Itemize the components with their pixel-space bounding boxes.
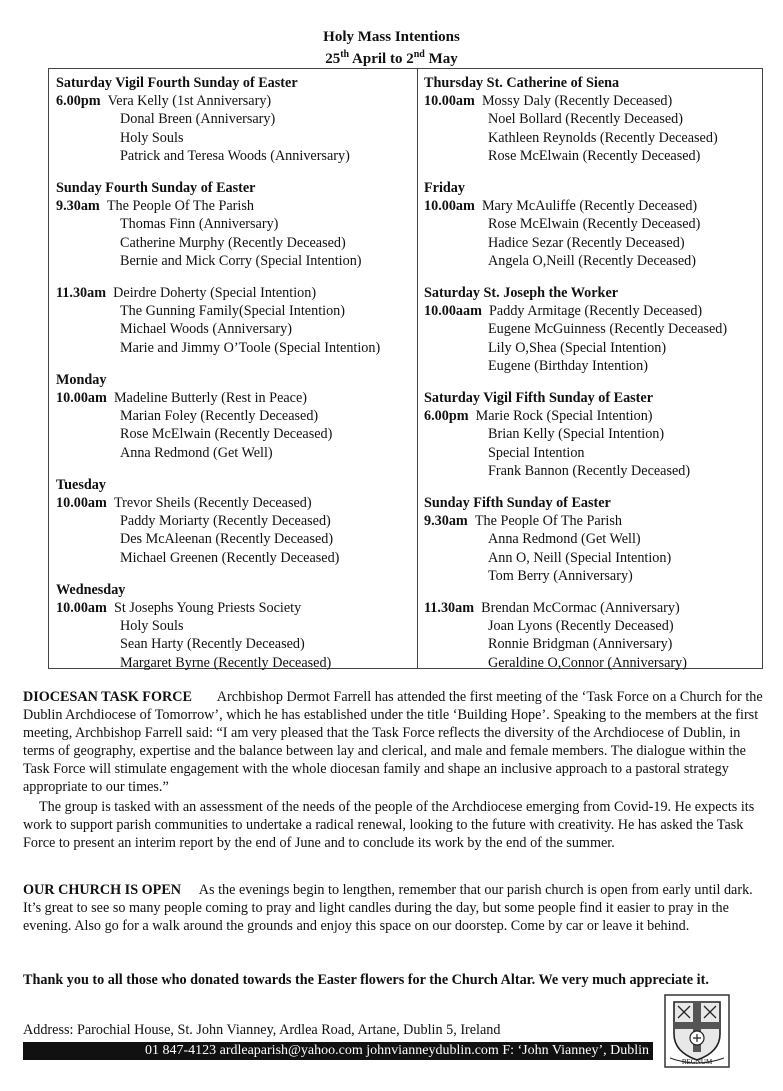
mass-time: 10.00am (424, 93, 475, 110)
mass-time: 10.00am (56, 390, 107, 407)
mass-day-section (424, 389, 760, 480)
intention-text: Madeline Butterly (Rest in Peace) (113, 390, 307, 407)
mass-day-section (424, 74, 760, 165)
intention-text: Rose McElwain (Recently Deceased) (488, 216, 701, 233)
mass-day-section (56, 284, 414, 357)
intention-text: Geraldine O,Connor (Anniversary) (488, 654, 687, 671)
intention-row (56, 407, 414, 425)
intention-text: Trevor Sheils (Recently Deceased) (113, 495, 312, 512)
intention-row (56, 389, 414, 407)
intention-text: Bernie and Mick Corry (Special Intention) (120, 252, 362, 269)
intention-text: Sean Harty (Recently Deceased) (120, 636, 305, 653)
intention-row (424, 567, 760, 585)
contact-bar: 01 847-4123 ardleaparish@yahoo.com johnvianneydublin.com F: ‘John Vianney’, Dublin (23, 1042, 653, 1060)
intention-text: Patrick and Teresa Woods (Anniversary) (120, 147, 350, 164)
intention-text: Eugene (Birthday Intention) (488, 357, 648, 374)
intention-text: Rose McElwain (Recently Deceased) (120, 426, 333, 443)
intention-row (56, 654, 414, 672)
intention-text: Ann O, Neill (Special Intention) (488, 549, 672, 566)
mass-day-section (56, 581, 414, 672)
task-force-heading: DIOCESAN TASK FORCE (23, 689, 192, 705)
intention-row (56, 92, 414, 110)
date-range: 25th April to 2nd May (325, 49, 458, 67)
task-force-paragraph-2: The group is tasked with an assessment of the needs of the people of the Archdiocese emerging from Covid-19. He expects its work to support parish communities to undertake a radical renewal, looking to the future with creativity. He has asked the Task Force to present an interim report by the end of June and to conclude its work by the end of the summer. (23, 799, 755, 851)
intention-row (56, 234, 414, 252)
intention-row (424, 252, 760, 270)
intention-row (424, 654, 760, 672)
intention-row (424, 599, 760, 617)
intention-row (56, 599, 414, 617)
page-title: Holy Mass Intentions (323, 29, 460, 45)
intention-row (56, 320, 414, 338)
mass-time: 10.00am (56, 600, 107, 617)
intention-text: Catherine Murphy (Recently Deceased) (120, 234, 346, 251)
intention-row (424, 549, 760, 567)
parish-address: Address: Parochial House, St. John Vianney, Ardlea Road, Artane, Dublin 5, Ireland (23, 1022, 501, 1038)
mass-day-section (424, 284, 760, 375)
mass-time: 6.00pm (424, 408, 469, 425)
intention-row (424, 357, 760, 375)
intention-text: Anna Redmond (Get Well) (120, 444, 273, 461)
intention-row (424, 302, 760, 320)
intention-row (424, 234, 760, 252)
intention-row (56, 512, 414, 530)
mass-time: 10.00am (424, 198, 475, 215)
crest-motto: REGNUM (681, 1058, 713, 1066)
mass-day-section (56, 371, 414, 462)
intention-text: Frank Bannon (Recently Deceased) (488, 462, 691, 479)
intention-text: Rose McElwain (Recently Deceased) (488, 147, 701, 164)
intention-row (56, 425, 414, 443)
mass-time: 10.00aam (424, 303, 482, 320)
intention-text: Kathleen Reynolds (Recently Deceased) (488, 129, 718, 146)
mass-time: 6.00pm (56, 93, 101, 110)
day-heading: Friday (424, 180, 465, 197)
intention-text: Marie Rock (Special Intention) (475, 408, 653, 425)
intention-text: Brendan McCormac (Anniversary) (481, 600, 680, 617)
intention-text: Tom Berry (Anniversary) (488, 567, 633, 584)
day-heading: Monday (56, 371, 107, 388)
intention-row (424, 215, 760, 233)
mass-time: 11.30am (424, 600, 475, 617)
mass-time: 9.30am (424, 513, 468, 530)
mass-day-section (424, 179, 760, 270)
intention-row (56, 252, 414, 270)
intention-row (424, 147, 760, 165)
intention-text: Marian Foley (Recently Deceased) (120, 408, 319, 425)
day-heading: Saturday St. Joseph the Worker (424, 285, 619, 302)
intention-row (56, 129, 414, 147)
intention-row (56, 110, 414, 128)
mass-day-section (424, 599, 760, 672)
intention-text: Deirdre Doherty (Special Intention) (113, 285, 317, 302)
intention-text: Margaret Byrne (Recently Deceased) (120, 654, 332, 671)
mass-time: 9.30am (56, 198, 100, 215)
church-open-heading: OUR CHURCH IS OPEN (23, 882, 182, 898)
intention-row (56, 635, 414, 653)
intention-row (424, 530, 760, 548)
intention-row (424, 110, 760, 128)
intention-row (56, 494, 414, 512)
intention-row (424, 425, 760, 443)
intention-text: Marie and Jimmy O’Toole (Special Intention) (120, 339, 381, 356)
mass-time: 11.30am (56, 285, 107, 302)
intention-text: Paddy Armitage (Recently Deceased) (489, 303, 703, 320)
intention-row (424, 339, 760, 357)
church-open-article (23, 881, 763, 935)
day-heading: Tuesday (56, 476, 106, 493)
intention-text: The People Of The Parish (474, 513, 622, 530)
intention-text: The Gunning Family(Special Intention) (120, 303, 345, 320)
intention-text: Thomas Finn (Anniversary) (120, 216, 279, 233)
intention-text: The People Of The Parish (106, 198, 254, 215)
intention-text: Special Intention (488, 444, 585, 461)
intention-text: Michael Greenen (Recently Deceased) (120, 549, 340, 566)
intention-text: Hadice Sezar (Recently Deceased) (488, 234, 685, 251)
intention-text: Vera Kelly (1st Anniversary) (107, 93, 272, 110)
intention-text: Brian Kelly (Special Intention) (488, 426, 665, 443)
intention-row (424, 512, 760, 530)
thanks-note: Thank you to all those who donated towards the Easter flowers for the Church Altar. We very much appreciate it. (23, 972, 709, 988)
mass-time: 10.00am (56, 495, 107, 512)
intention-text: Noel Bollard (Recently Deceased) (488, 111, 683, 128)
intention-text: Anna Redmond (Get Well) (488, 531, 641, 548)
intention-text: Holy Souls (120, 618, 184, 635)
intention-row (56, 215, 414, 233)
intention-row (56, 617, 414, 635)
day-heading: Thursday St. Catherine of Siena (424, 75, 620, 91)
intention-text: Holy Souls (120, 129, 184, 146)
intention-row (56, 444, 414, 462)
intention-text: Michael Woods (Anniversary) (120, 321, 292, 338)
mass-day-section (56, 476, 414, 567)
intention-row (424, 92, 760, 110)
day-heading: Wednesday (56, 581, 126, 598)
intention-row (424, 129, 760, 147)
intention-text: Mary McAuliffe (Recently Deceased) (481, 198, 698, 215)
parish-crest-icon (664, 994, 730, 1068)
intention-row (56, 339, 414, 357)
intention-text: Paddy Moriarty (Recently Deceased) (120, 513, 331, 530)
left-column (56, 74, 414, 686)
day-heading: Saturday Vigil Fourth Sunday of Easter (56, 75, 298, 91)
intention-row (424, 407, 760, 425)
intention-row (56, 284, 414, 302)
intention-text: St Josephs Young Priests Society (113, 600, 302, 617)
day-heading: Sunday Fifth Sunday of Easter (424, 495, 611, 512)
intention-text: Donal Breen (Anniversary) (120, 111, 276, 128)
intention-row (424, 444, 760, 462)
intention-text: Mossy Daly (Recently Deceased) (481, 93, 673, 110)
intention-text: Joan Lyons (Recently Deceased) (488, 618, 674, 635)
intention-row (424, 197, 760, 215)
intention-text: Lily O,Shea (Special Intention) (488, 339, 667, 356)
right-column (424, 74, 760, 686)
intention-text: Angela O,Neill (Recently Deceased) (488, 252, 696, 269)
intention-row (56, 147, 414, 165)
day-heading: Saturday Vigil Fifth Sunday of Easter (424, 390, 654, 407)
intention-row (424, 617, 760, 635)
intention-row (424, 462, 760, 480)
day-heading: Sunday Fourth Sunday of Easter (56, 180, 256, 197)
task-force-body: Archbishop Dermot Farrell has attended the first meeting of the ‘Task Force on a Church for the Dublin Archdiocese of Tomorrow’, which he has established under the title ‘Building Hope’. Speaking to the members at the first meeting, Archbishop Farrell said: “I am very pleased that the Task Force reflects the diversity of the Archdiocese of Dublin, in terms of geography, expertise and the balance between lay and clerical, and male and female members. The dialogue within the Task Force will stimulate engagement with the whole diocesan family and shape an inclusive approach to a pastoral strategy appropriate to our times.” (23, 689, 763, 795)
intention-row (56, 197, 414, 215)
intention-row (424, 320, 760, 338)
mass-day-section (56, 179, 414, 270)
intention-text: Des McAleenan (Recently Deceased) (120, 531, 334, 548)
column-divider (417, 68, 418, 669)
intention-row (424, 635, 760, 653)
intention-row (56, 549, 414, 567)
church-open-body: As the evenings begin to lengthen, remember that our parish church is open from early until dark. It’s great to see so many people coming to pray and light candles during the day, but some people find it easier to pray in the evening. Also go for a walk around the grounds and enjoy this space on our doorstep. Come by car or leave it behind. (23, 882, 753, 934)
intention-text: Eugene McGuinness (Recently Deceased) (488, 321, 728, 338)
mass-day-section (56, 74, 414, 165)
mass-day-section (424, 494, 760, 585)
intention-row (56, 302, 414, 320)
intention-text: Ronnie Bridgman (Anniversary) (488, 636, 673, 653)
task-force-article (23, 688, 763, 796)
intention-row (56, 530, 414, 548)
